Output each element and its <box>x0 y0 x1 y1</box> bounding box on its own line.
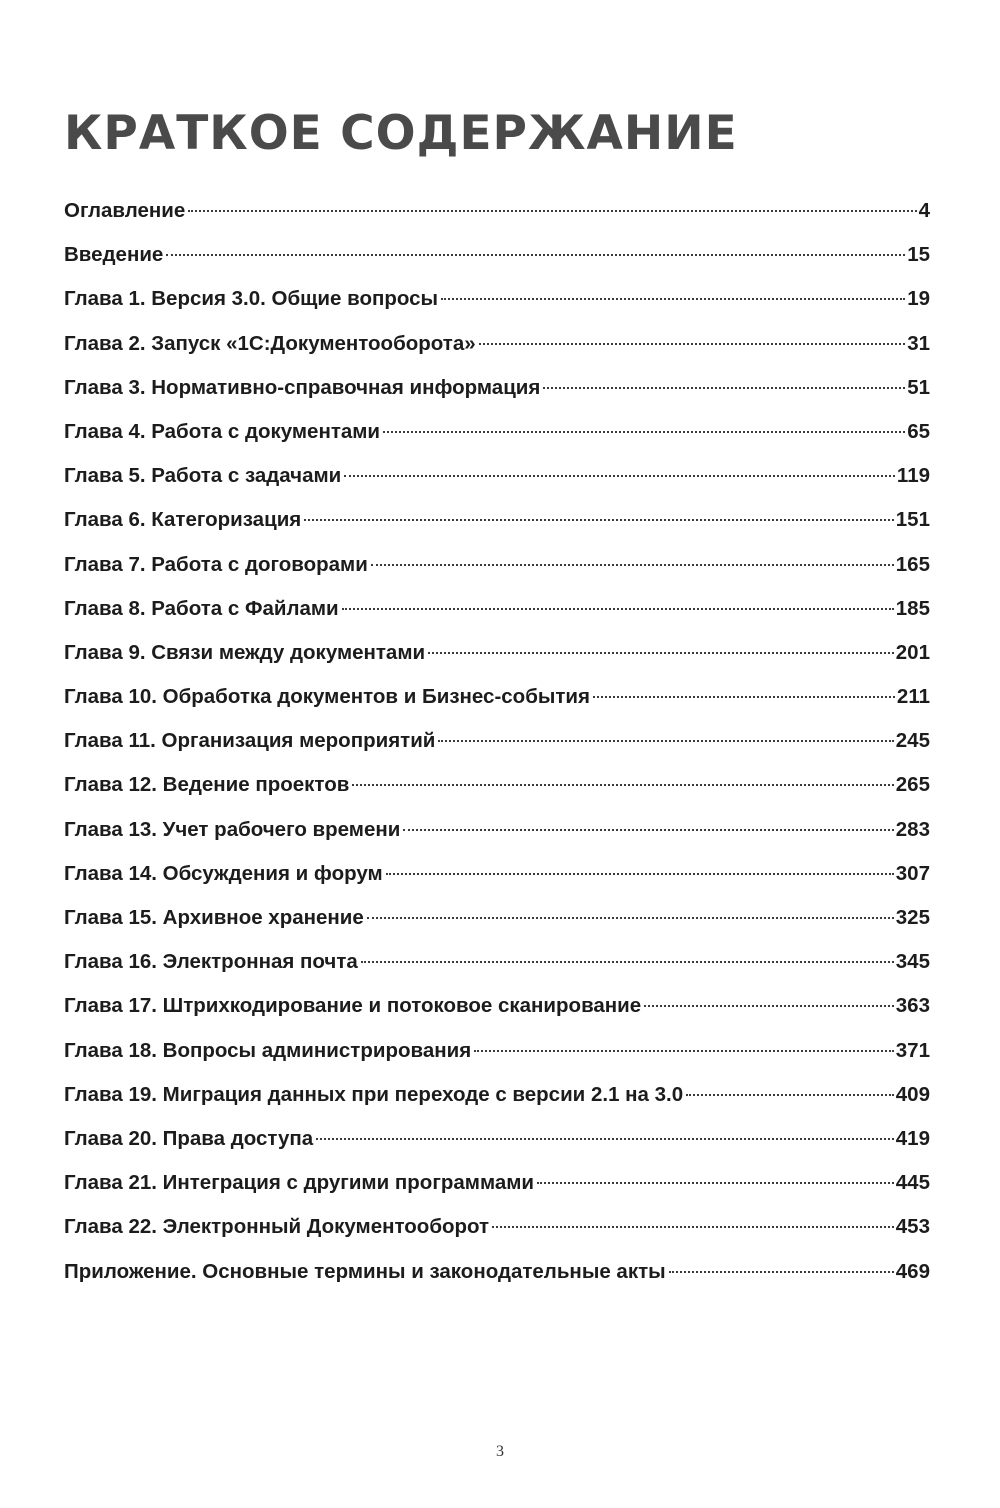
toc-entry-chapter-17[interactable] <box>64 989 930 1033</box>
toc-entry-page: 245 <box>895 729 930 753</box>
toc-entry-page: 201 <box>895 640 930 664</box>
toc-entry-chapter-14[interactable] <box>64 857 930 901</box>
toc-entry-label: Глава 14. Обсуждения и форум <box>64 861 383 885</box>
dot-leader <box>593 696 895 698</box>
toc-entry-chapter-6[interactable] <box>64 503 930 547</box>
dot-leader <box>352 784 893 786</box>
dot-leader <box>686 1094 894 1096</box>
toc-entry-label: Глава 15. Архивное хранение <box>64 906 364 929</box>
toc-entry-chapter-11[interactable] <box>64 724 930 768</box>
toc-entry-page: 31 <box>907 331 930 355</box>
toc-entry-label: Глава 2. Запуск «1С:Документооборота» <box>64 331 476 355</box>
toc-entry-label: Глава 1. Версия 3.0. Общие вопросы <box>64 287 439 311</box>
dot-leader <box>428 652 894 654</box>
toc-entry-label: Глава 13. Учет рабочего времени <box>64 817 401 841</box>
toc-entry-oglavlenie[interactable] <box>64 194 930 238</box>
toc-entry-label: Глава 4. Работа с документами <box>64 419 381 443</box>
toc-entry-chapter-20[interactable] <box>64 1122 930 1166</box>
toc-entry-label: Введение <box>64 243 164 267</box>
toc-entry-label: Глава 6. Категоризация <box>64 508 302 532</box>
page-title: КРАТКОЕ СОДЕРЖАНИЕ <box>64 106 738 161</box>
toc-entry-vvedenie[interactable] <box>64 238 930 282</box>
toc-entry-page: 409 <box>895 1082 930 1106</box>
dot-leader <box>403 829 893 831</box>
toc-entry-label: Глава 20. Права доступа <box>64 1126 314 1150</box>
dot-leader <box>537 1182 894 1184</box>
dot-leader <box>361 961 894 963</box>
toc-entry-appendix[interactable] <box>64 1255 930 1299</box>
toc-entry-page: 469 <box>895 1259 930 1283</box>
toc-entry-label: Оглавление <box>64 199 186 222</box>
toc-entry-label: Глава 10. Обработка документов и Бизнес-события <box>64 685 590 709</box>
toc-entry-label: Глава 18. Вопросы администрирования <box>64 1038 472 1062</box>
dot-leader <box>316 1138 894 1140</box>
toc-entry-chapter-9[interactable] <box>64 636 930 680</box>
toc-entry-page: 371 <box>895 1038 930 1062</box>
toc-entry-page: 265 <box>895 773 930 797</box>
toc-entry-label: Глава 17. Штрихкодирование и потоковое сканирование <box>64 994 642 1018</box>
dot-leader <box>342 608 894 610</box>
toc-entry-page: 419 <box>895 1126 930 1150</box>
toc-entry-chapter-3[interactable] <box>64 371 930 415</box>
table-of-contents <box>64 194 930 1299</box>
page-number: 3 <box>496 1443 504 1460</box>
toc-entry-page: 211 <box>896 685 930 709</box>
toc-entry-chapter-18[interactable] <box>64 1034 930 1078</box>
toc-entry-label: Приложение. Основные термины и законодательные акты <box>64 1259 666 1283</box>
toc-entry-label: Глава 12. Ведение проектов <box>64 773 350 797</box>
toc-entry-label: Глава 8. Работа с Файлами <box>64 596 339 620</box>
toc-entry-label: Глава 3. Нормативно-справочная информация <box>64 375 541 399</box>
toc-entry-page: 453 <box>895 1215 930 1239</box>
dot-leader <box>166 254 905 256</box>
toc-entry-chapter-15[interactable] <box>64 901 930 945</box>
toc-entry-page: 119 <box>896 464 930 488</box>
dot-leader <box>543 387 905 389</box>
toc-entry-chapter-10[interactable] <box>64 680 930 724</box>
toc-entry-page: 19 <box>907 287 930 311</box>
dot-leader <box>371 564 894 566</box>
dot-leader <box>669 1271 894 1273</box>
dot-leader <box>492 1226 894 1228</box>
toc-entry-label: Глава 7. Работа с договорами <box>64 552 368 576</box>
dot-leader <box>386 873 894 875</box>
toc-entry-label: Глава 21. Интеграция с другими программами <box>64 1171 535 1195</box>
dot-leader <box>367 917 894 919</box>
toc-entry-chapter-19[interactable] <box>64 1078 930 1122</box>
toc-entry-chapter-21[interactable] <box>64 1166 930 1210</box>
toc-entry-label: Глава 5. Работа с задачами <box>64 464 342 488</box>
toc-entry-label: Глава 22. Электронный Документооборот <box>64 1215 490 1239</box>
toc-entry-page: 283 <box>895 817 930 841</box>
toc-entry-chapter-16[interactable] <box>64 945 930 989</box>
toc-entry-chapter-4[interactable] <box>64 415 930 459</box>
toc-entry-chapter-13[interactable] <box>64 813 930 857</box>
dot-leader <box>644 1005 894 1007</box>
toc-entry-chapter-7[interactable] <box>64 548 930 592</box>
dot-leader <box>474 1050 894 1052</box>
toc-entry-chapter-8[interactable] <box>64 592 930 636</box>
toc-entry-label: Глава 9. Связи между документами <box>64 640 426 664</box>
toc-entry-page: 165 <box>895 552 930 576</box>
toc-entry-chapter-5[interactable] <box>64 459 930 503</box>
toc-entry-page: 345 <box>895 950 930 974</box>
toc-entry-page: 51 <box>907 375 930 399</box>
toc-entry-label: Глава 19. Миграция данных при переходе с версии 2.1 на 3.0 <box>64 1082 684 1106</box>
toc-entry-page: 4 <box>918 199 930 222</box>
dot-leader <box>344 475 895 477</box>
dot-leader <box>438 740 893 742</box>
toc-entry-label: Глава 11. Организация мероприятий <box>64 729 436 753</box>
toc-entry-chapter-22[interactable] <box>64 1210 930 1254</box>
toc-entry-page: 185 <box>895 596 930 620</box>
toc-entry-chapter-1[interactable] <box>64 282 930 326</box>
toc-entry-page: 363 <box>895 994 930 1018</box>
dot-leader <box>188 210 916 212</box>
toc-entry-chapter-2[interactable] <box>64 327 930 371</box>
dot-leader <box>441 298 905 300</box>
toc-entry-page: 445 <box>895 1171 930 1195</box>
toc-entry-page: 15 <box>907 243 930 267</box>
dot-leader <box>304 519 894 521</box>
dot-leader <box>479 343 906 345</box>
toc-entry-chapter-12[interactable] <box>64 768 930 812</box>
toc-entry-page: 307 <box>895 861 930 885</box>
toc-entry-page: 325 <box>895 906 930 929</box>
dot-leader <box>383 431 905 433</box>
toc-entry-label: Глава 16. Электронная почта <box>64 950 358 974</box>
toc-entry-page: 151 <box>895 508 930 532</box>
toc-entry-page: 65 <box>907 419 930 443</box>
